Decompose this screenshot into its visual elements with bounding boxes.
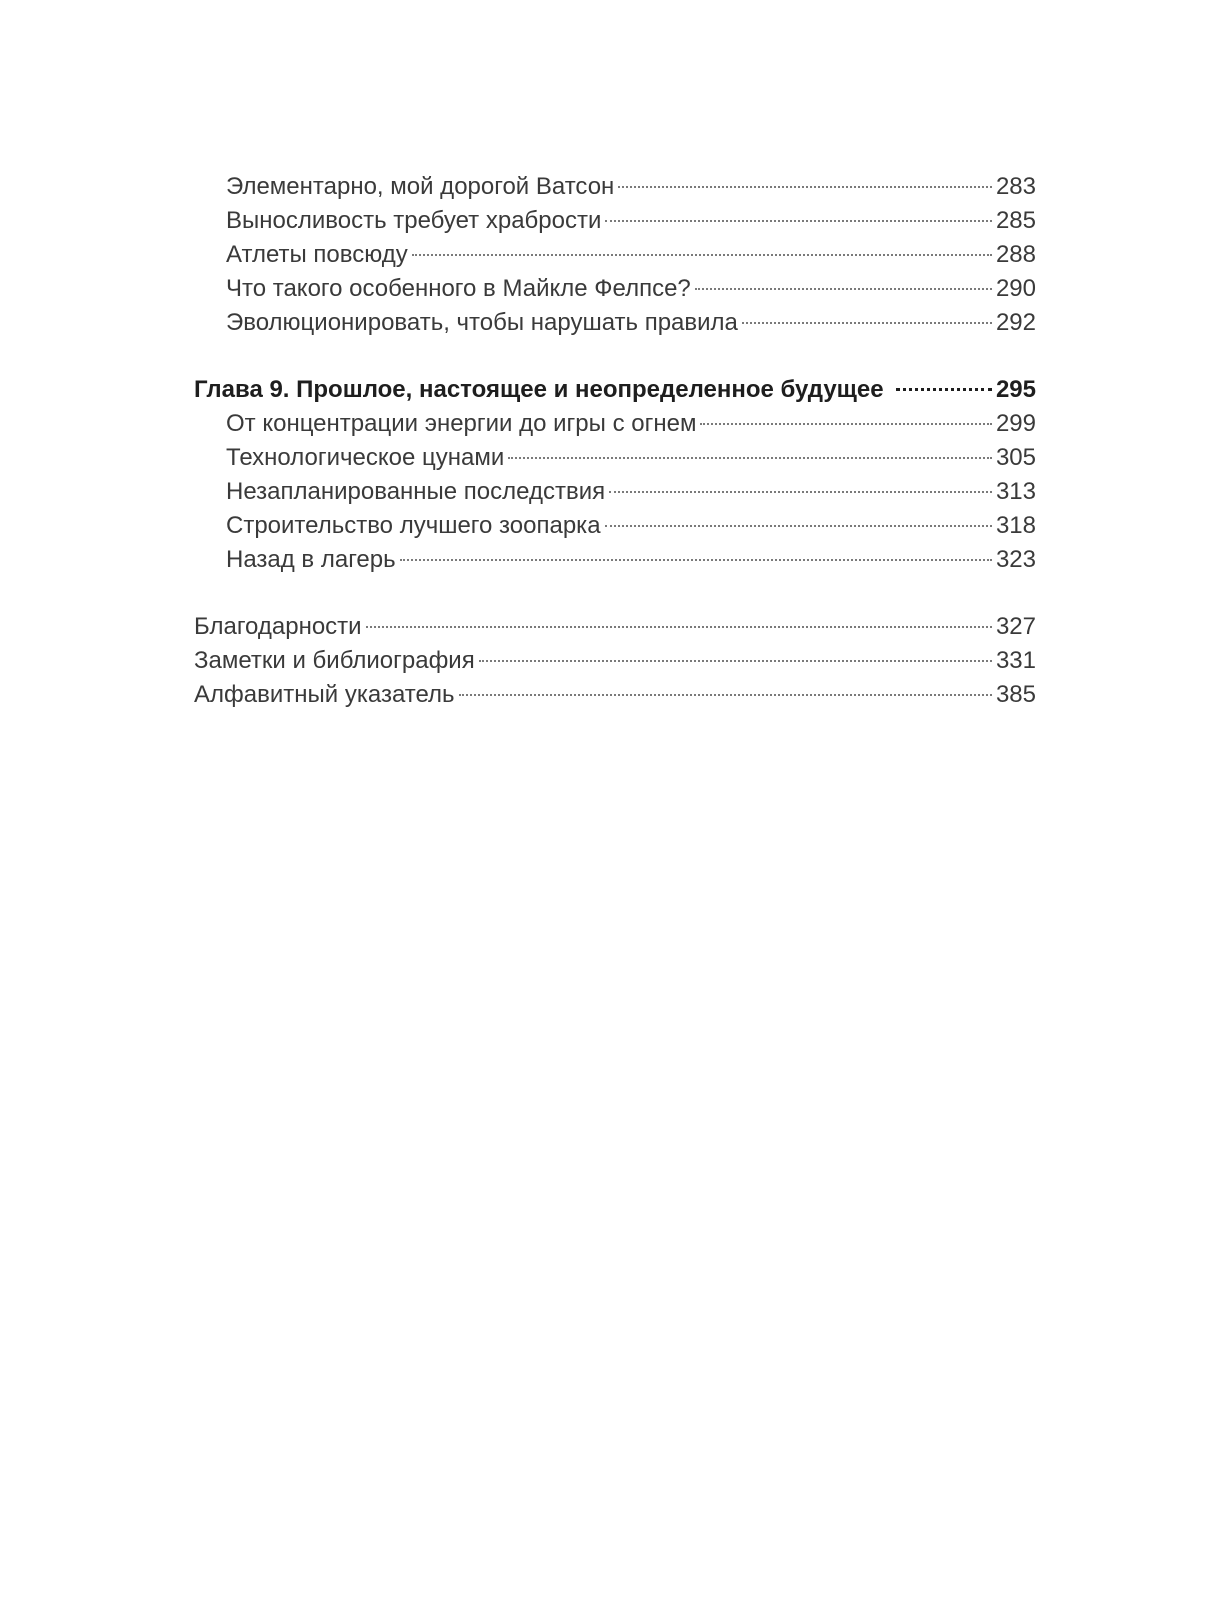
section-spacer (194, 577, 1036, 610)
section-spacer (194, 340, 1036, 373)
toc-entry-title: Благодарности (194, 613, 362, 640)
toc-backmatter-entry[interactable] (194, 678, 1036, 712)
toc-entry-page: 385 (995, 681, 1036, 708)
toc-entry-title: Незапланированные последствия (226, 478, 606, 505)
toc-entry[interactable] (194, 170, 1036, 204)
toc-backmatter-entry[interactable] (194, 644, 1036, 678)
toc-entry-title: Атлеты повсюду (226, 241, 408, 268)
toc-entry-page: 285 (995, 207, 1036, 234)
dot-leader (459, 694, 992, 696)
toc-entry-page: 288 (995, 241, 1036, 268)
toc-entry-page: 299 (995, 410, 1036, 437)
toc-chapter-heading[interactable] (194, 373, 1036, 407)
dot-leader (695, 288, 992, 290)
dot-leader (605, 525, 992, 527)
dot-leader (508, 457, 992, 459)
toc-entry-page: 331 (995, 647, 1036, 674)
toc-entry-page: 305 (995, 444, 1036, 471)
toc-entry-title: Строительство лучшего зоопарка (226, 512, 601, 539)
toc-entry-title: Что такого особенного в Майкле Фелпсе? (226, 275, 691, 302)
toc-entry[interactable] (194, 509, 1036, 543)
dot-leader (400, 559, 992, 561)
table-of-contents (194, 170, 1036, 712)
dot-leader (700, 423, 992, 425)
toc-entry[interactable] (194, 407, 1036, 441)
toc-entry[interactable] (194, 272, 1036, 306)
dot-leader (742, 322, 992, 324)
dot-leader (896, 388, 992, 391)
toc-entry-title: Назад в лагерь (226, 546, 396, 573)
toc-entry-page: 327 (995, 613, 1036, 640)
toc-entry[interactable] (194, 543, 1036, 577)
toc-entry-page: 292 (995, 309, 1036, 336)
toc-entry[interactable] (194, 306, 1036, 340)
toc-entry-page: 290 (995, 275, 1036, 302)
dot-leader (412, 254, 992, 256)
toc-entry-title: Эволюционировать, чтобы нарушать правила (226, 309, 738, 336)
toc-entry-page: 313 (995, 478, 1036, 505)
toc-entry-title: Заметки и библиография (194, 647, 475, 674)
toc-entry[interactable] (194, 238, 1036, 272)
chapter-page: 295 (995, 376, 1036, 403)
toc-entry-title: От концентрации энергии до игры с огнем (226, 410, 697, 437)
dot-leader (479, 660, 992, 662)
toc-entry-title: Технологическое цунами (226, 444, 505, 471)
toc-entry-title: Элементарно, мой дорогой Ватсон (226, 173, 615, 200)
toc-entry-page: 323 (995, 546, 1036, 573)
toc-entry[interactable] (194, 475, 1036, 509)
toc-entry-title: Алфавитный указатель (194, 681, 455, 708)
dot-leader (366, 626, 992, 628)
toc-entry[interactable] (194, 204, 1036, 238)
toc-entry[interactable] (194, 441, 1036, 475)
toc-entry-page: 318 (995, 512, 1036, 539)
toc-entry-title: Выносливость требует храбрости (226, 207, 602, 234)
chapter-title: Глава 9. Прошлое, настоящее и неопределенное будущее (194, 376, 884, 403)
dot-leader (618, 186, 992, 188)
toc-entry-page: 283 (995, 173, 1036, 200)
dot-leader (605, 220, 992, 222)
dot-leader (609, 491, 992, 493)
toc-backmatter-entry[interactable] (194, 610, 1036, 644)
